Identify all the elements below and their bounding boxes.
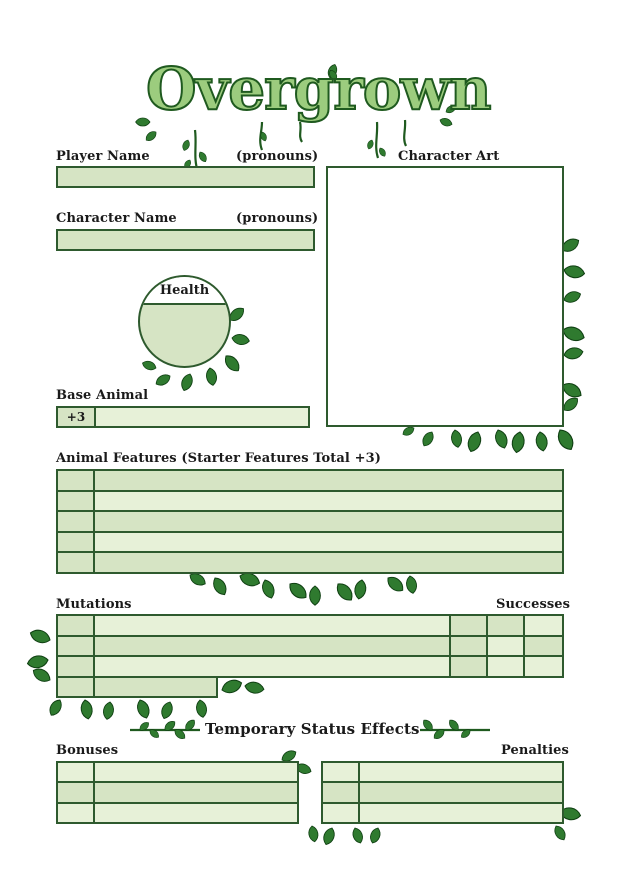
player-pronouns-label: (pronouns): [236, 149, 319, 164]
animal-features-label: Animal Features (Starter Features Total +3): [56, 451, 381, 466]
success-cell[interactable]: [451, 657, 488, 676]
bonus-text-cell[interactable]: [95, 804, 297, 822]
character-art-box[interactable]: [326, 166, 564, 427]
bonus-row: [58, 804, 297, 822]
mutation-value-cell[interactable]: [58, 616, 95, 635]
feature-value-cell[interactable]: [58, 512, 95, 531]
status-effects-title: Temporary Status Effects: [205, 720, 420, 738]
base-animal-row: [56, 406, 310, 428]
title-text: Overgrown: [146, 55, 491, 123]
success-cell[interactable]: [451, 637, 488, 656]
feature-name-cell[interactable]: [95, 492, 562, 511]
mutations-table: [56, 614, 564, 678]
character-pronouns-label: (pronouns): [236, 211, 319, 226]
success-cell[interactable]: [488, 657, 525, 676]
bonus-text-cell[interactable]: [95, 763, 297, 781]
title-logo: [146, 46, 491, 132]
player-name-label: Player Name: [56, 149, 150, 164]
feature-row: [58, 492, 562, 513]
penalty-text-cell[interactable]: [360, 783, 562, 801]
penalty-row: [323, 783, 562, 803]
bonus-row: [58, 763, 297, 783]
mutation-name-cell[interactable]: [95, 637, 451, 656]
base-animal-field[interactable]: [96, 408, 308, 426]
base-animal-label: Base Animal: [56, 388, 149, 403]
health-label: Health: [159, 283, 210, 298]
bonuses-label: Bonuses: [56, 743, 119, 758]
feature-value-cell[interactable]: [58, 553, 95, 572]
success-cell[interactable]: [488, 616, 525, 635]
feature-value-cell[interactable]: [58, 471, 95, 490]
bonus-value-cell[interactable]: [58, 804, 95, 822]
mutation-extra-value-cell[interactable]: [58, 678, 95, 696]
feature-row: [58, 553, 562, 572]
health-circle[interactable]: [138, 275, 231, 368]
penalties-label: Penalties: [501, 743, 569, 758]
bonuses-table: [56, 761, 299, 824]
base-animal-modifier: +3: [58, 408, 96, 426]
mutation-row: [58, 657, 562, 676]
character-art-label: Character Art: [398, 149, 500, 164]
penalty-text-cell[interactable]: [360, 763, 562, 781]
feature-name-cell[interactable]: [95, 553, 562, 572]
penalty-value-cell[interactable]: [323, 804, 360, 822]
mutation-extra-row: [56, 676, 218, 698]
feature-name-cell[interactable]: [95, 512, 562, 531]
penalty-value-cell[interactable]: [323, 783, 360, 801]
success-cell[interactable]: [525, 657, 562, 676]
feature-row: [58, 471, 562, 492]
feature-row: [58, 512, 562, 533]
penalty-row: [323, 804, 562, 822]
mutation-row: [58, 637, 562, 658]
successes-label: Successes: [496, 597, 571, 612]
feature-value-cell[interactable]: [58, 533, 95, 552]
feature-row: [58, 533, 562, 554]
penalty-value-cell[interactable]: [323, 763, 360, 781]
player-name-field[interactable]: [56, 166, 315, 188]
mutation-value-cell[interactable]: [58, 637, 95, 656]
features-leaves: [188, 571, 418, 606]
mutation-row: [58, 616, 562, 637]
bonus-text-cell[interactable]: [95, 783, 297, 801]
success-cell[interactable]: [525, 637, 562, 656]
character-name-field[interactable]: [56, 229, 315, 251]
feature-value-cell[interactable]: [58, 492, 95, 511]
penalties-table: [321, 761, 564, 824]
bonus-row: [58, 783, 297, 803]
success-cell[interactable]: [525, 616, 562, 635]
penalty-row: [323, 763, 562, 783]
character-name-label: Character Name: [56, 211, 177, 226]
mutations-label: Mutations: [56, 597, 132, 612]
bonus-value-cell[interactable]: [58, 783, 95, 801]
mutation-name-cell[interactable]: [95, 616, 451, 635]
mutation-value-cell[interactable]: [58, 657, 95, 676]
animal-features-table: [56, 469, 564, 574]
success-cell[interactable]: [451, 616, 488, 635]
mutation-name-cell[interactable]: [95, 657, 451, 676]
mutation-extra-name-cell[interactable]: [95, 678, 216, 696]
feature-name-cell[interactable]: [95, 471, 562, 490]
penalty-text-cell[interactable]: [360, 804, 562, 822]
bonus-value-cell[interactable]: [58, 763, 95, 781]
feature-name-cell[interactable]: [95, 533, 562, 552]
success-cell[interactable]: [488, 637, 525, 656]
